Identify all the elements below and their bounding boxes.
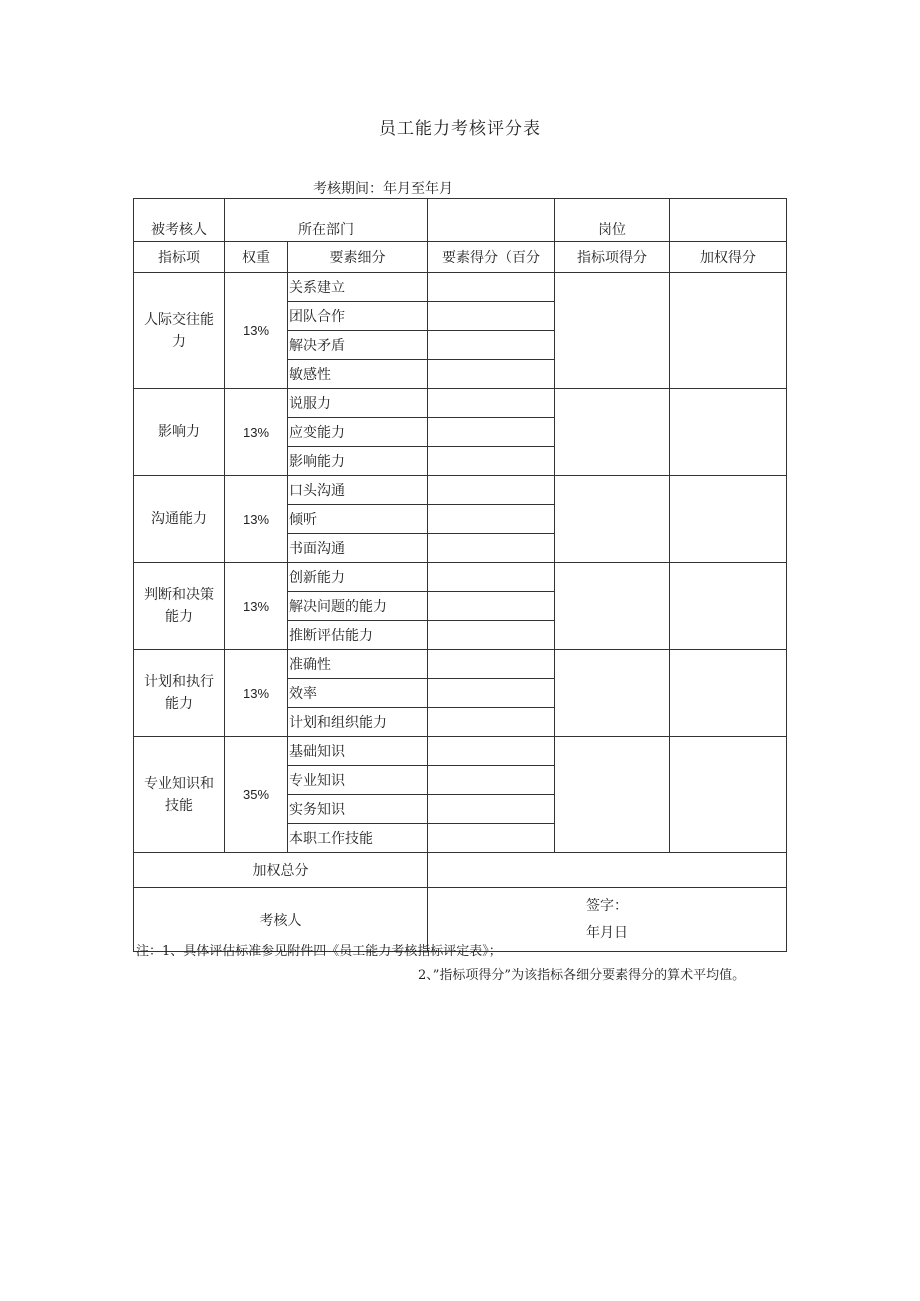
examinee-label: 被考核人 bbox=[134, 199, 225, 242]
indicator-score-field[interactable] bbox=[555, 389, 670, 476]
weighted-total-field[interactable] bbox=[428, 853, 787, 888]
weighted-score-field[interactable] bbox=[670, 737, 787, 853]
element-score-field[interactable] bbox=[428, 795, 555, 824]
element-score-field[interactable] bbox=[428, 331, 555, 360]
indicator-weight: 13% bbox=[225, 389, 288, 476]
column-header: 权重 bbox=[225, 242, 288, 273]
element-score-field[interactable] bbox=[428, 563, 555, 592]
signature-label: 签字： bbox=[586, 897, 628, 914]
element-name: 口头沟通 bbox=[288, 476, 428, 505]
element-score-field[interactable] bbox=[428, 766, 555, 795]
position-label: 岗位 bbox=[555, 199, 670, 242]
indicator-name: 专业知识和技能 bbox=[134, 737, 225, 853]
element-score-field[interactable] bbox=[428, 389, 555, 418]
column-header: 指标项 bbox=[134, 242, 225, 273]
element-score-field[interactable] bbox=[428, 273, 555, 302]
element-score-field[interactable] bbox=[428, 534, 555, 563]
element-name: 说服力 bbox=[288, 389, 428, 418]
note-2: 2、”指标项得分”为该指标各细分要素得分的算术平均值。 bbox=[418, 968, 746, 983]
element-row bbox=[134, 650, 787, 679]
indicator-weight: 13% bbox=[225, 476, 288, 563]
weighted-score-field[interactable] bbox=[670, 563, 787, 650]
note-1: 注：1、具体评估标准参见附件四《员工能力考核指标评定表》； bbox=[136, 944, 502, 959]
element-name: 创新能力 bbox=[288, 563, 428, 592]
element-row bbox=[134, 737, 787, 766]
weighted-score-field[interactable] bbox=[670, 389, 787, 476]
element-score-field[interactable] bbox=[428, 650, 555, 679]
element-name: 倾听 bbox=[288, 505, 428, 534]
column-header: 要素得分（百分 bbox=[428, 242, 555, 273]
indicator-weight: 13% bbox=[225, 650, 288, 737]
element-score-field[interactable] bbox=[428, 679, 555, 708]
element-score-field[interactable] bbox=[428, 418, 555, 447]
element-score-field[interactable] bbox=[428, 447, 555, 476]
department-field[interactable] bbox=[428, 199, 555, 242]
weighted-score-field[interactable] bbox=[670, 476, 787, 563]
element-name: 准确性 bbox=[288, 650, 428, 679]
assessment-period: 考核期间：年月至年月 bbox=[313, 181, 453, 197]
indicator-weight: 13% bbox=[225, 273, 288, 389]
element-score-field[interactable] bbox=[428, 476, 555, 505]
indicator-score-field[interactable] bbox=[555, 650, 670, 737]
element-score-field[interactable] bbox=[428, 592, 555, 621]
element-name: 应变能力 bbox=[288, 418, 428, 447]
column-header: 要素细分 bbox=[288, 242, 428, 273]
element-name: 基础知识 bbox=[288, 737, 428, 766]
element-name: 书面沟通 bbox=[288, 534, 428, 563]
element-score-field[interactable] bbox=[428, 621, 555, 650]
evaluation-table bbox=[133, 198, 787, 952]
page-title: 员工能力考核评分表 bbox=[379, 119, 541, 139]
column-header-row bbox=[134, 242, 787, 273]
element-score-field[interactable] bbox=[428, 302, 555, 331]
indicator-score-field[interactable] bbox=[555, 563, 670, 650]
element-name: 本职工作技能 bbox=[288, 824, 428, 853]
element-name: 实务知识 bbox=[288, 795, 428, 824]
element-name: 解决问题的能力 bbox=[288, 592, 428, 621]
column-header: 指标项得分 bbox=[555, 242, 670, 273]
element-name: 专业知识 bbox=[288, 766, 428, 795]
info-row bbox=[134, 199, 787, 242]
weighted-total-row bbox=[134, 853, 787, 888]
element-row bbox=[134, 563, 787, 592]
indicator-weight: 35% bbox=[225, 737, 288, 853]
element-score-field[interactable] bbox=[428, 360, 555, 389]
department-label: 所在部门 bbox=[225, 199, 428, 242]
indicator-score-field[interactable] bbox=[555, 737, 670, 853]
weighted-score-field[interactable] bbox=[670, 650, 787, 737]
weighted-score-field[interactable] bbox=[670, 273, 787, 389]
indicator-name: 影响力 bbox=[134, 389, 225, 476]
element-score-field[interactable] bbox=[428, 708, 555, 737]
indicator-weight: 13% bbox=[225, 563, 288, 650]
element-name: 影响能力 bbox=[288, 447, 428, 476]
element-name: 团队合作 bbox=[288, 302, 428, 331]
date-label: 年月日 bbox=[586, 924, 628, 941]
element-score-field[interactable] bbox=[428, 505, 555, 534]
element-name: 敏感性 bbox=[288, 360, 428, 389]
element-score-field[interactable] bbox=[428, 824, 555, 853]
column-header: 加权得分 bbox=[670, 242, 787, 273]
element-name: 效率 bbox=[288, 679, 428, 708]
element-name: 计划和组织能力 bbox=[288, 708, 428, 737]
element-name: 推断评估能力 bbox=[288, 621, 428, 650]
indicator-name: 计划和执行能力 bbox=[134, 650, 225, 737]
indicator-score-field[interactable] bbox=[555, 476, 670, 563]
evaluation-form bbox=[133, 198, 787, 952]
element-row bbox=[134, 476, 787, 505]
position-field[interactable] bbox=[670, 199, 787, 242]
indicator-name: 人际交往能力 bbox=[134, 273, 225, 389]
element-row bbox=[134, 273, 787, 302]
element-score-field[interactable] bbox=[428, 737, 555, 766]
element-name: 关系建立 bbox=[288, 273, 428, 302]
element-row bbox=[134, 389, 787, 418]
indicator-name: 沟通能力 bbox=[134, 476, 225, 563]
indicator-name: 判断和决策能力 bbox=[134, 563, 225, 650]
reviewer-label: 考核人 bbox=[134, 888, 428, 952]
element-name: 解决矛盾 bbox=[288, 331, 428, 360]
indicator-score-field[interactable] bbox=[555, 273, 670, 389]
weighted-total-label: 加权总分 bbox=[134, 853, 428, 888]
